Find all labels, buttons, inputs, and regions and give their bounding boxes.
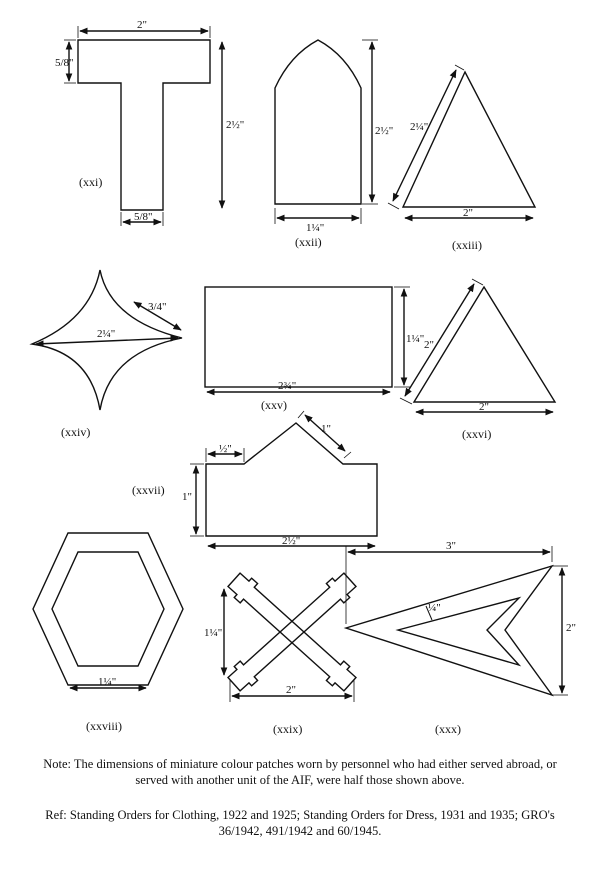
- dim-label: 1¼": [406, 333, 425, 345]
- dim-label: 2": [137, 19, 147, 31]
- dim-label: 2": [566, 622, 576, 634]
- patch-xxvii: [190, 411, 377, 546]
- patch-xxv: [205, 287, 410, 392]
- patch-label: (xxviii): [86, 719, 122, 733]
- reference-text: Ref: Standing Orders for Clothing, 1922 and 1925; Standing Orders for Dress, 1931 and 1935; GRO's 36/1942, 491/1942 and 60/1945.: [45, 808, 555, 838]
- dim-label: 2½": [282, 535, 301, 547]
- cannon-barrel-a: [225, 570, 358, 694]
- dim-label: 1": [321, 423, 331, 435]
- patch-label: (xxii): [295, 235, 322, 249]
- dim-label: 3": [446, 540, 456, 552]
- star-shape: [32, 270, 182, 410]
- dim-label: 2½": [226, 119, 245, 131]
- rectangle-shape: [205, 287, 392, 387]
- dim-label: 2¾": [278, 380, 297, 392]
- patch-xxix: [224, 570, 359, 702]
- patch-label: (xxvii): [132, 483, 165, 497]
- house-shape: [206, 423, 377, 536]
- arch-shape: [275, 40, 361, 204]
- dim-label: 2": [463, 207, 473, 219]
- chevron-inner: [398, 598, 519, 665]
- dim-label: 2": [286, 684, 296, 696]
- patch-xxii: [275, 40, 378, 224]
- dim-label: 2": [424, 339, 434, 351]
- hexagon-outer: [33, 533, 183, 685]
- dim-label: 3/4": [148, 301, 167, 313]
- dim-label: 2": [479, 401, 489, 413]
- patch-label: (xxvi): [462, 427, 492, 441]
- patch-xxviii: [33, 533, 183, 688]
- cannon-barrel-b: [225, 570, 358, 694]
- patch-xxi: [64, 26, 222, 226]
- dim-label: 2½": [375, 125, 394, 137]
- patch-label: (xxx): [435, 722, 461, 736]
- dim-label: 1¼": [306, 222, 325, 234]
- dim-label: ¼": [428, 602, 441, 614]
- dim-line-side: [393, 70, 456, 201]
- patch-label: (xxiv): [61, 425, 91, 439]
- patch-label: (xxv): [261, 398, 287, 412]
- patch-xxx: [346, 546, 568, 695]
- dim-label: 2¼": [410, 121, 429, 133]
- note-text: Note: The dimensions of miniature colour patches worn by personnel who had either served abroad, or served with another unit of the AIF, were half those shown above.: [43, 757, 557, 787]
- dim-label: ½": [219, 443, 232, 455]
- chevron-outer: [346, 566, 552, 695]
- hexagon-inner: [52, 552, 164, 666]
- dim-label: 1¼": [98, 676, 117, 688]
- patch-xxiii: [388, 65, 535, 218]
- dim-label: 1¼": [204, 627, 223, 639]
- triangle-shape: [414, 287, 555, 402]
- patch-label: (xxi): [79, 175, 103, 189]
- patch-label: (xxix): [273, 722, 303, 736]
- dim-label: 2¼": [97, 328, 116, 340]
- patch-xxiv: [32, 270, 182, 410]
- dim-label: 5/8": [134, 211, 153, 223]
- patch-label: (xxiii): [452, 238, 482, 252]
- dim-label: 1": [182, 491, 192, 503]
- dim-label: 5/8": [55, 57, 74, 69]
